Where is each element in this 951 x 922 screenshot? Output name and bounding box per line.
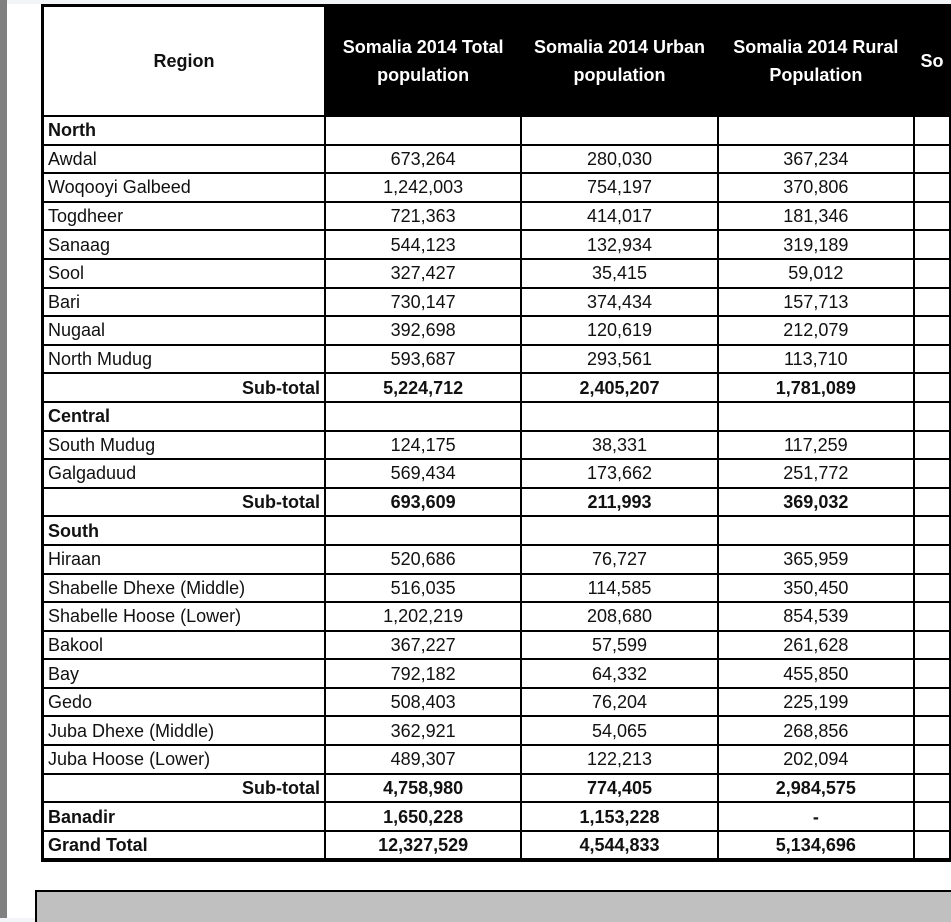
rural-cell: 212,079: [718, 316, 914, 345]
subtotal-label: Sub-total: [43, 373, 325, 402]
urban-cell: 76,727: [521, 545, 717, 574]
table-row: [43, 145, 951, 174]
table-row: [43, 631, 951, 660]
region-cell: Hiraan: [43, 545, 325, 574]
rural-cell: 181,346: [718, 202, 914, 231]
region-cell: Galgaduud: [43, 459, 325, 488]
urban-cell: 374,434: [521, 288, 717, 317]
subtotal-total: 5,224,712: [325, 373, 521, 402]
total-cell: 520,686: [325, 545, 521, 574]
total-cell: 569,434: [325, 459, 521, 488]
total-cell: 792,182: [325, 659, 521, 688]
subtotal-urban: 211,993: [521, 488, 717, 517]
total-cell: 367,227: [325, 631, 521, 660]
urban-cell: 57,599: [521, 631, 717, 660]
total-cell: 362,921: [325, 716, 521, 745]
grand-total-total: 12,327,529: [325, 831, 521, 861]
section-label: South: [43, 516, 325, 545]
urban-cell: 414,017: [521, 202, 717, 231]
rural-cell: 59,012: [718, 259, 914, 288]
total-cell: 1,242,003: [325, 173, 521, 202]
urban-cell: 173,662: [521, 459, 717, 488]
subtotal-rural: 2,984,575: [718, 774, 914, 803]
urban-cell: 122,213: [521, 745, 717, 774]
urban-cell: 132,934: [521, 230, 717, 259]
grand-total-urban: 4,544,833: [521, 831, 717, 861]
table-row: [43, 574, 951, 603]
region-cell: South Mudug: [43, 431, 325, 460]
banadir-row: [43, 802, 951, 831]
subtotal-total: 693,609: [325, 488, 521, 517]
table-row: [43, 688, 951, 717]
urban-cell: 54,065: [521, 716, 717, 745]
table-row: [43, 259, 951, 288]
rural-cell: 268,856: [718, 716, 914, 745]
region-cell: Shabelle Dhexe (Middle): [43, 574, 325, 603]
section-row-central: [43, 402, 951, 431]
urban-cell: 208,680: [521, 602, 717, 631]
urban-cell: 293,561: [521, 345, 717, 374]
total-cell: 508,403: [325, 688, 521, 717]
next-table-header-box: [35, 890, 951, 922]
section-row-north: [43, 116, 951, 145]
population-table: [41, 4, 951, 862]
total-cell: 544,123: [325, 230, 521, 259]
region-cell: Awdal: [43, 145, 325, 174]
urban-cell: 64,332: [521, 659, 717, 688]
rural-cell: 854,539: [718, 602, 914, 631]
urban-cell: 280,030: [521, 145, 717, 174]
subtotal-rural: 1,781,089: [718, 373, 914, 402]
region-cell: Juba Hoose (Lower): [43, 745, 325, 774]
subtotal-urban: 774,405: [521, 774, 717, 803]
region-cell: Bakool: [43, 631, 325, 660]
table-row: [43, 545, 951, 574]
grand-total-rural: 5,134,696: [718, 831, 914, 861]
subtotal-label: Sub-total: [43, 774, 325, 803]
region-cell: Nugaal: [43, 316, 325, 345]
document-page: [7, 4, 951, 918]
total-cell: 1,650,228: [325, 802, 521, 831]
region-cell: Togdheer: [43, 202, 325, 231]
urban-cell: 120,619: [521, 316, 717, 345]
table-row: [43, 345, 951, 374]
subtotal-row-north: [43, 373, 951, 402]
subtotal-urban: 2,405,207: [521, 373, 717, 402]
region-cell: Woqooyi Galbeed: [43, 173, 325, 202]
header-rural-population: Somalia 2014 Rural Population: [718, 6, 914, 117]
left-scroll-edge: [0, 0, 7, 918]
section-row-south: [43, 516, 951, 545]
total-cell: 1,202,219: [325, 602, 521, 631]
rural-cell: 225,199: [718, 688, 914, 717]
urban-cell: 114,585: [521, 574, 717, 603]
subtotal-total: 4,758,980: [325, 774, 521, 803]
rural-cell: 350,450: [718, 574, 914, 603]
urban-cell: 38,331: [521, 431, 717, 460]
table-row: [43, 230, 951, 259]
region-cell: North Mudug: [43, 345, 325, 374]
rural-cell: 319,189: [718, 230, 914, 259]
subtotal-row-central: [43, 488, 951, 517]
subtotal-label: Sub-total: [43, 488, 325, 517]
region-cell: Sool: [43, 259, 325, 288]
total-cell: 593,687: [325, 345, 521, 374]
total-cell: 327,427: [325, 259, 521, 288]
region-cell: Bari: [43, 288, 325, 317]
total-cell: 673,264: [325, 145, 521, 174]
total-cell: 721,363: [325, 202, 521, 231]
header-total-population: Somalia 2014 Total population: [325, 6, 521, 117]
region-cell: Sanaag: [43, 230, 325, 259]
urban-cell: 76,204: [521, 688, 717, 717]
urban-cell: 35,415: [521, 259, 717, 288]
table-row: [43, 459, 951, 488]
subtotal-row-south: [43, 774, 951, 803]
region-cell: Juba Dhexe (Middle): [43, 716, 325, 745]
region-cell: Gedo: [43, 688, 325, 717]
rural-cell: 202,094: [718, 745, 914, 774]
table-row: [43, 202, 951, 231]
grand-total-label: Grand Total: [43, 831, 325, 861]
rural-cell: 117,259: [718, 431, 914, 460]
total-cell: 392,698: [325, 316, 521, 345]
section-label: Central: [43, 402, 325, 431]
rural-cell: 251,772: [718, 459, 914, 488]
table-row: [43, 316, 951, 345]
total-cell: 124,175: [325, 431, 521, 460]
table-row: [43, 745, 951, 774]
rural-cell: 157,713: [718, 288, 914, 317]
rural-cell: 455,850: [718, 659, 914, 688]
region-cell: Bay: [43, 659, 325, 688]
urban-cell: 754,197: [521, 173, 717, 202]
region-cell: Shabelle Hoose (Lower): [43, 602, 325, 631]
rural-cell: 261,628: [718, 631, 914, 660]
rural-cell: -: [718, 802, 914, 831]
grand-total-row: [43, 831, 951, 861]
table-row: [43, 431, 951, 460]
header-row: [43, 6, 951, 117]
region-cell: Banadir: [43, 802, 325, 831]
rural-cell: 370,806: [718, 173, 914, 202]
table-row: [43, 659, 951, 688]
rural-cell: 365,959: [718, 545, 914, 574]
urban-cell: 1,153,228: [521, 802, 717, 831]
table-row: [43, 288, 951, 317]
total-cell: 516,035: [325, 574, 521, 603]
table-row: [43, 716, 951, 745]
rural-cell: 113,710: [718, 345, 914, 374]
table-row: [43, 602, 951, 631]
subtotal-rural: 369,032: [718, 488, 914, 517]
total-cell: 730,147: [325, 288, 521, 317]
header-cut-off: So: [914, 6, 950, 117]
section-label: North: [43, 116, 325, 145]
rural-cell: 367,234: [718, 145, 914, 174]
total-cell: 489,307: [325, 745, 521, 774]
header-region: Region: [43, 6, 325, 117]
header-urban-population: Somalia 2014 Urban population: [521, 6, 717, 117]
table-row: [43, 173, 951, 202]
